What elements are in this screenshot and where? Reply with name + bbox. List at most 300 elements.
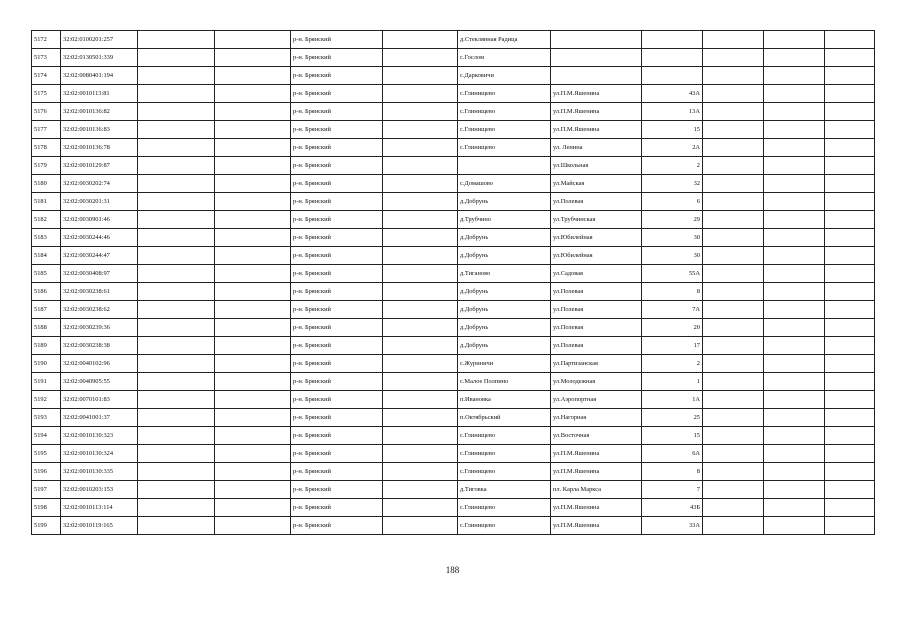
empty-cell: [383, 373, 458, 391]
district-cell: р-н. Брянский: [291, 481, 383, 499]
street-cell: ул.Садовая: [551, 265, 642, 283]
empty-cell: [138, 481, 215, 499]
empty-cell: [383, 391, 458, 409]
locality-cell: д.Добрунь: [458, 337, 551, 355]
district-cell: р-н. Брянский: [291, 85, 383, 103]
empty-cell: [215, 67, 291, 85]
empty-cell: [215, 175, 291, 193]
empty-cell: [703, 463, 764, 481]
empty-cell: [215, 517, 291, 535]
cadastral-number-cell: 32:02:0080401:194: [61, 67, 138, 85]
empty-cell: [138, 49, 215, 67]
house-number-cell: 1А: [642, 391, 703, 409]
district-cell: р-н. Брянский: [291, 319, 383, 337]
table-row: [32, 175, 875, 193]
street-cell: ул.П.М.Яшенина: [551, 463, 642, 481]
cadastral-number-cell: 32:02:0010136:78: [61, 139, 138, 157]
empty-cell: [703, 247, 764, 265]
empty-cell: [383, 85, 458, 103]
empty-cell: [825, 355, 875, 373]
street-cell: ул.Школьная: [551, 157, 642, 175]
row-number-cell: 5192: [32, 391, 61, 409]
empty-cell: [383, 31, 458, 49]
cadastral-number-cell: 32:02:0100201:257: [61, 31, 138, 49]
house-number-cell: 33А: [642, 517, 703, 535]
street-cell: ул.Полевая: [551, 337, 642, 355]
district-cell: р-н. Брянский: [291, 265, 383, 283]
street-cell: [551, 67, 642, 85]
cadastral-number-cell: 32:02:0030244:47: [61, 247, 138, 265]
table-row: [32, 193, 875, 211]
street-cell: ул.Полевая: [551, 193, 642, 211]
table-row: [32, 103, 875, 121]
empty-cell: [764, 391, 825, 409]
table-row: [32, 427, 875, 445]
table-row: [32, 265, 875, 283]
street-cell: ул.Восточная: [551, 427, 642, 445]
empty-cell: [825, 391, 875, 409]
district-cell: р-н. Брянский: [291, 499, 383, 517]
empty-cell: [138, 157, 215, 175]
row-number-cell: 5198: [32, 499, 61, 517]
empty-cell: [703, 157, 764, 175]
empty-cell: [703, 337, 764, 355]
district-cell: р-н. Брянский: [291, 427, 383, 445]
locality-cell: с.Глинищево: [458, 499, 551, 517]
table-row: [32, 139, 875, 157]
locality-cell: с.Глинищево: [458, 103, 551, 121]
house-number-cell: 2: [642, 355, 703, 373]
house-number-cell: 30: [642, 229, 703, 247]
empty-cell: [383, 103, 458, 121]
locality-cell: с.Журиничи: [458, 355, 551, 373]
empty-cell: [138, 193, 215, 211]
table-row: [32, 85, 875, 103]
district-cell: р-н. Брянский: [291, 103, 383, 121]
empty-cell: [703, 517, 764, 535]
empty-cell: [383, 499, 458, 517]
street-cell: [551, 31, 642, 49]
house-number-cell: 25: [642, 409, 703, 427]
locality-cell: д.Добрунь: [458, 247, 551, 265]
empty-cell: [703, 193, 764, 211]
cadastral-number-cell: 32:02:0030201:31: [61, 193, 138, 211]
empty-cell: [138, 103, 215, 121]
empty-cell: [215, 391, 291, 409]
empty-cell: [215, 463, 291, 481]
table-row: [32, 283, 875, 301]
locality-cell: п.Октябрьский: [458, 409, 551, 427]
empty-cell: [825, 193, 875, 211]
empty-cell: [764, 211, 825, 229]
locality-cell: с.Глинищево: [458, 517, 551, 535]
empty-cell: [703, 175, 764, 193]
table-row: [32, 157, 875, 175]
district-cell: р-н. Брянский: [291, 67, 383, 85]
street-cell: ул.Полевая: [551, 301, 642, 319]
district-cell: р-н. Брянский: [291, 139, 383, 157]
empty-cell: [825, 481, 875, 499]
empty-cell: [703, 373, 764, 391]
cadastral-number-cell: 32:02:0030239:36: [61, 319, 138, 337]
empty-cell: [703, 67, 764, 85]
empty-cell: [825, 265, 875, 283]
row-number-cell: 5187: [32, 301, 61, 319]
row-number-cell: 5197: [32, 481, 61, 499]
locality-cell: п.Ивановка: [458, 391, 551, 409]
empty-cell: [138, 517, 215, 535]
district-cell: р-н. Брянский: [291, 355, 383, 373]
registry-table: [31, 30, 875, 535]
empty-cell: [764, 427, 825, 445]
empty-cell: [138, 445, 215, 463]
empty-cell: [764, 49, 825, 67]
empty-cell: [138, 85, 215, 103]
locality-cell: с.Малое Полпино: [458, 373, 551, 391]
row-number-cell: 5172: [32, 31, 61, 49]
district-cell: р-н. Брянский: [291, 445, 383, 463]
empty-cell: [138, 427, 215, 445]
row-number-cell: 5188: [32, 319, 61, 337]
row-number-cell: 5175: [32, 85, 61, 103]
empty-cell: [383, 481, 458, 499]
house-number-cell: 2: [642, 157, 703, 175]
district-cell: р-н. Брянский: [291, 247, 383, 265]
empty-cell: [215, 337, 291, 355]
street-cell: ул.Трубчинская: [551, 211, 642, 229]
empty-cell: [138, 121, 215, 139]
district-cell: р-н. Брянский: [291, 121, 383, 139]
empty-cell: [825, 301, 875, 319]
table-row: [32, 517, 875, 535]
empty-cell: [764, 175, 825, 193]
empty-cell: [215, 49, 291, 67]
empty-cell: [383, 319, 458, 337]
empty-cell: [215, 103, 291, 121]
empty-cell: [825, 319, 875, 337]
empty-cell: [764, 463, 825, 481]
house-number-cell: 32: [642, 175, 703, 193]
empty-cell: [825, 211, 875, 229]
cadastral-number-cell: 32:02:0010113:81: [61, 85, 138, 103]
empty-cell: [825, 373, 875, 391]
cadastral-number-cell: 32:02:0040102:96: [61, 355, 138, 373]
cadastral-number-cell: 32:02:0010130:335: [61, 463, 138, 481]
empty-cell: [383, 301, 458, 319]
empty-cell: [703, 409, 764, 427]
empty-cell: [383, 463, 458, 481]
cadastral-number-cell: 32:02:0030238:61: [61, 283, 138, 301]
empty-cell: [215, 85, 291, 103]
empty-cell: [703, 319, 764, 337]
empty-cell: [138, 301, 215, 319]
street-cell: ул.Молодежная: [551, 373, 642, 391]
empty-cell: [764, 265, 825, 283]
district-cell: р-н. Брянский: [291, 175, 383, 193]
empty-cell: [825, 157, 875, 175]
empty-cell: [138, 211, 215, 229]
house-number-cell: [642, 31, 703, 49]
empty-cell: [703, 139, 764, 157]
cadastral-number-cell: 32:02:0030238:38: [61, 337, 138, 355]
empty-cell: [764, 355, 825, 373]
empty-cell: [703, 427, 764, 445]
table-row: [32, 247, 875, 265]
street-cell: ул.Майская: [551, 175, 642, 193]
empty-cell: [383, 355, 458, 373]
house-number-cell: 15: [642, 427, 703, 445]
house-number-cell: 6А: [642, 445, 703, 463]
empty-cell: [825, 247, 875, 265]
empty-cell: [138, 463, 215, 481]
street-cell: ул.Полевая: [551, 283, 642, 301]
table-body: [32, 31, 875, 535]
empty-cell: [215, 139, 291, 157]
empty-cell: [825, 463, 875, 481]
table-row: [32, 445, 875, 463]
empty-cell: [825, 103, 875, 121]
table-row: [32, 319, 875, 337]
empty-cell: [383, 121, 458, 139]
street-cell: ул.П.М.Яшенина: [551, 517, 642, 535]
table-row: [32, 463, 875, 481]
empty-cell: [764, 373, 825, 391]
empty-cell: [138, 355, 215, 373]
cadastral-number-cell: 32:02:0070101:83: [61, 391, 138, 409]
cadastral-number-cell: 32:02:0010119:165: [61, 517, 138, 535]
street-cell: ул.Нагорная: [551, 409, 642, 427]
row-number-cell: 5178: [32, 139, 61, 157]
row-number-cell: 5191: [32, 373, 61, 391]
street-cell: ул.П.М.Яшенина: [551, 445, 642, 463]
locality-cell: д.Тиговка: [458, 481, 551, 499]
cadastral-number-cell: 32:02:0010113:114: [61, 499, 138, 517]
empty-cell: [825, 517, 875, 535]
district-cell: р-н. Брянский: [291, 517, 383, 535]
empty-cell: [825, 139, 875, 157]
house-number-cell: 43Б: [642, 499, 703, 517]
empty-cell: [215, 157, 291, 175]
locality-cell: д.Трубчино: [458, 211, 551, 229]
empty-cell: [383, 247, 458, 265]
district-cell: р-н. Брянский: [291, 337, 383, 355]
row-number-cell: 5199: [32, 517, 61, 535]
empty-cell: [764, 103, 825, 121]
locality-cell: с.Глинищево: [458, 121, 551, 139]
empty-cell: [383, 265, 458, 283]
house-number-cell: 13А: [642, 103, 703, 121]
cadastral-number-cell: 32:02:0041001:37: [61, 409, 138, 427]
house-number-cell: 8: [642, 283, 703, 301]
empty-cell: [703, 121, 764, 139]
street-cell: ул.П.М.Яшенина: [551, 499, 642, 517]
house-number-cell: 55А: [642, 265, 703, 283]
row-number-cell: 5195: [32, 445, 61, 463]
empty-cell: [764, 31, 825, 49]
empty-cell: [138, 229, 215, 247]
empty-cell: [215, 499, 291, 517]
table-row: [32, 49, 875, 67]
row-number-cell: 5180: [32, 175, 61, 193]
empty-cell: [825, 499, 875, 517]
cadastral-number-cell: 32:02:0010136:83: [61, 121, 138, 139]
district-cell: р-н. Брянский: [291, 193, 383, 211]
district-cell: р-н. Брянский: [291, 373, 383, 391]
empty-cell: [138, 337, 215, 355]
row-number-cell: 5184: [32, 247, 61, 265]
street-cell: пл. Карла Маркса: [551, 481, 642, 499]
house-number-cell: 7: [642, 481, 703, 499]
house-number-cell: 20: [642, 319, 703, 337]
row-number-cell: 5189: [32, 337, 61, 355]
district-cell: р-н. Брянский: [291, 301, 383, 319]
locality-cell: д.Добрунь: [458, 193, 551, 211]
street-cell: ул.Юбилейная: [551, 247, 642, 265]
cadastral-number-cell: 32:02:0030408:97: [61, 265, 138, 283]
table-row: [32, 373, 875, 391]
empty-cell: [764, 409, 825, 427]
empty-cell: [383, 157, 458, 175]
row-number-cell: 5193: [32, 409, 61, 427]
locality-cell: д.Добрунь: [458, 301, 551, 319]
street-cell: ул.Аэропортная: [551, 391, 642, 409]
cadastral-number-cell: 32:02:0010203:153: [61, 481, 138, 499]
empty-cell: [825, 229, 875, 247]
empty-cell: [764, 67, 825, 85]
empty-cell: [215, 355, 291, 373]
empty-cell: [825, 409, 875, 427]
cadastral-number-cell: 32:02:0130501:339: [61, 49, 138, 67]
row-number-cell: 5174: [32, 67, 61, 85]
row-number-cell: 5196: [32, 463, 61, 481]
empty-cell: [703, 211, 764, 229]
locality-cell: д.Добрунь: [458, 283, 551, 301]
locality-cell: д.Тиганово: [458, 265, 551, 283]
table-row: [32, 337, 875, 355]
empty-cell: [215, 193, 291, 211]
street-cell: ул.П.М.Яшенина: [551, 103, 642, 121]
district-cell: р-н. Брянский: [291, 157, 383, 175]
empty-cell: [703, 103, 764, 121]
street-cell: [551, 49, 642, 67]
empty-cell: [215, 319, 291, 337]
empty-cell: [703, 283, 764, 301]
empty-cell: [138, 265, 215, 283]
locality-cell: с.Глинищево: [458, 463, 551, 481]
empty-cell: [383, 445, 458, 463]
empty-cell: [215, 283, 291, 301]
table-row: [32, 499, 875, 517]
empty-cell: [703, 445, 764, 463]
street-cell: ул.Юбилейная: [551, 229, 642, 247]
cadastral-number-cell: 32:02:0030202:74: [61, 175, 138, 193]
empty-cell: [138, 67, 215, 85]
house-number-cell: [642, 49, 703, 67]
cadastral-number-cell: 32:02:0030901:46: [61, 211, 138, 229]
empty-cell: [383, 337, 458, 355]
locality-cell: д.Стеклянная Радица: [458, 31, 551, 49]
empty-cell: [215, 301, 291, 319]
row-number-cell: 5179: [32, 157, 61, 175]
empty-cell: [764, 247, 825, 265]
table-row: [32, 355, 875, 373]
empty-cell: [703, 265, 764, 283]
house-number-cell: 7А: [642, 301, 703, 319]
empty-cell: [383, 175, 458, 193]
empty-cell: [825, 337, 875, 355]
empty-cell: [764, 193, 825, 211]
empty-cell: [215, 229, 291, 247]
cadastral-number-cell: 32:02:0010136:82: [61, 103, 138, 121]
empty-cell: [383, 139, 458, 157]
empty-cell: [138, 499, 215, 517]
house-number-cell: 30: [642, 247, 703, 265]
street-cell: ул.Полевая: [551, 319, 642, 337]
empty-cell: [764, 319, 825, 337]
empty-cell: [825, 175, 875, 193]
empty-cell: [703, 481, 764, 499]
table-row: [32, 121, 875, 139]
empty-cell: [215, 265, 291, 283]
table-row: [32, 67, 875, 85]
empty-cell: [138, 373, 215, 391]
street-cell: ул.Партизанская: [551, 355, 642, 373]
locality-cell: с.Дарковичи: [458, 67, 551, 85]
table-row: [32, 301, 875, 319]
district-cell: р-н. Брянский: [291, 49, 383, 67]
table-row: [32, 229, 875, 247]
empty-cell: [138, 31, 215, 49]
row-number-cell: 5183: [32, 229, 61, 247]
locality-cell: д.Добрунь: [458, 229, 551, 247]
row-number-cell: 5176: [32, 103, 61, 121]
empty-cell: [764, 517, 825, 535]
row-number-cell: 5182: [32, 211, 61, 229]
empty-cell: [383, 67, 458, 85]
empty-cell: [825, 85, 875, 103]
page-number: 188: [445, 565, 460, 575]
table-row: [32, 31, 875, 49]
empty-cell: [138, 283, 215, 301]
empty-cell: [825, 67, 875, 85]
empty-cell: [215, 247, 291, 265]
empty-cell: [764, 121, 825, 139]
empty-cell: [215, 211, 291, 229]
house-number-cell: 17: [642, 337, 703, 355]
row-number-cell: 5186: [32, 283, 61, 301]
house-number-cell: 6: [642, 193, 703, 211]
empty-cell: [825, 49, 875, 67]
district-cell: р-н. Брянский: [291, 409, 383, 427]
empty-cell: [825, 427, 875, 445]
street-cell: ул.П.М.Яшенина: [551, 85, 642, 103]
table-row: [32, 481, 875, 499]
district-cell: р-н. Брянский: [291, 229, 383, 247]
empty-cell: [215, 373, 291, 391]
empty-cell: [764, 499, 825, 517]
district-cell: р-н. Брянский: [291, 283, 383, 301]
district-cell: р-н. Брянский: [291, 391, 383, 409]
empty-cell: [138, 391, 215, 409]
empty-cell: [764, 85, 825, 103]
house-number-cell: [642, 67, 703, 85]
cadastral-number-cell: 32:02:0010130:323: [61, 427, 138, 445]
row-number-cell: 5194: [32, 427, 61, 445]
empty-cell: [764, 481, 825, 499]
locality-cell: с.Глинищево: [458, 139, 551, 157]
locality-cell: с.Глинищево: [458, 427, 551, 445]
empty-cell: [764, 301, 825, 319]
